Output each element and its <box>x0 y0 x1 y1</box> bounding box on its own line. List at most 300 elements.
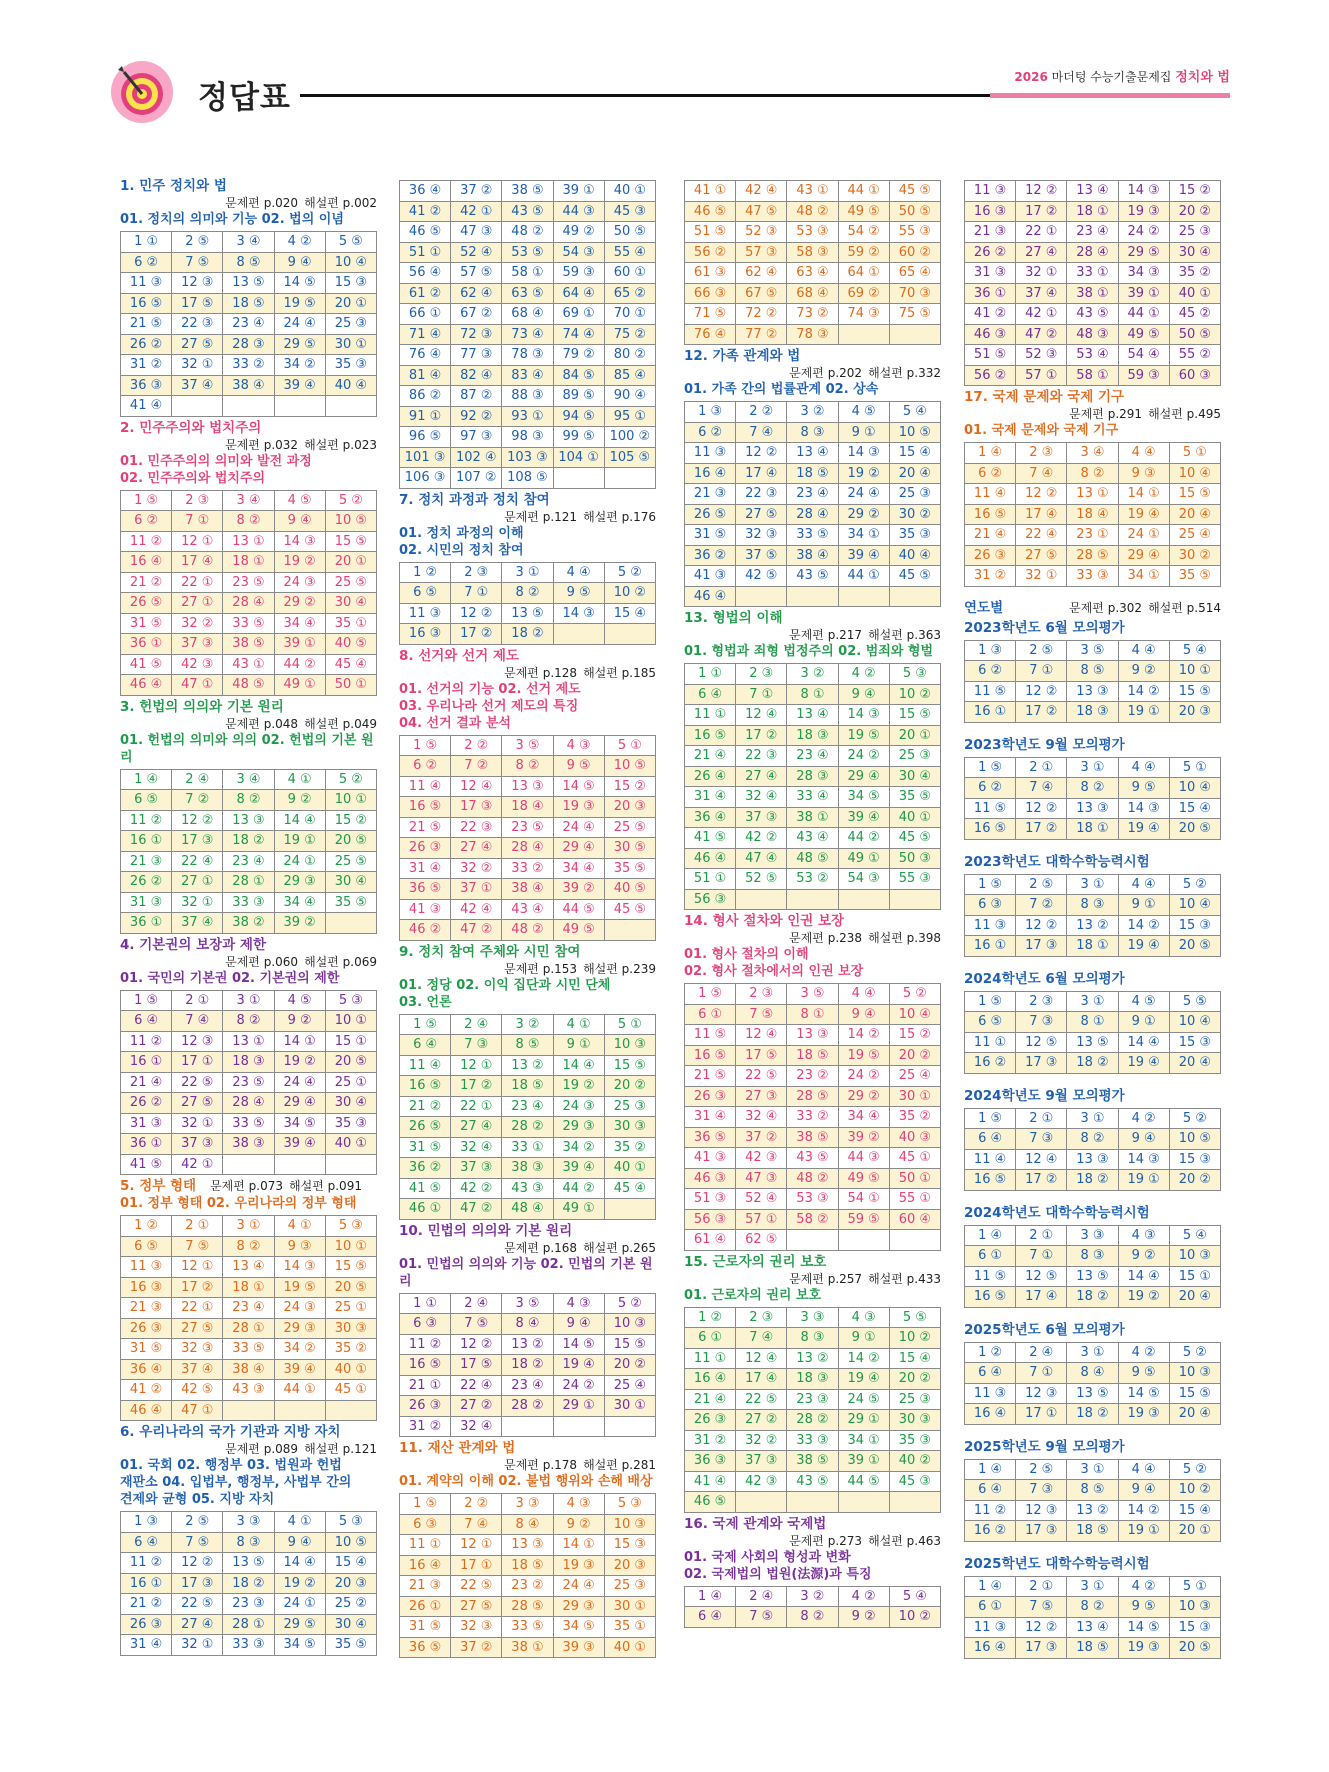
answer-cell: 16 ③ <box>121 1277 172 1298</box>
answer-table <box>964 991 1221 1074</box>
subsection-title: 01. 정부 형태 02. 우리나라의 정부 형태 <box>120 1196 357 1211</box>
section-title: 17. 국제 문제와 국제 기구 <box>964 389 1125 405</box>
answer-cell: 81 ④ <box>400 365 451 386</box>
answer-cell: 1 ② <box>685 1307 736 1328</box>
answer-cell: 9 ⑤ <box>553 756 604 777</box>
answer-cell: 25 ⑤ <box>325 572 376 593</box>
answer-cell: 25 ③ <box>889 484 940 505</box>
answer-cell: 41 ④ <box>685 1471 736 1492</box>
answer-row <box>121 232 377 253</box>
answer-cell: 23 ④ <box>223 851 274 872</box>
answer-cell: 19 ① <box>1118 1170 1169 1191</box>
answer-cell: 38 ⑤ <box>223 634 274 655</box>
answer-row <box>400 1617 656 1638</box>
answer-cell: 8 ② <box>1067 1597 1118 1618</box>
answer-row <box>965 463 1221 484</box>
answer-cell: 67 ⑤ <box>736 283 787 304</box>
answer-cell: 15 ② <box>604 776 655 797</box>
answer-cell: 2 ④ <box>451 1293 502 1314</box>
answer-cell: 19 ④ <box>1118 936 1169 957</box>
subsection-title: 01. 선거의 기능 02. 선거 제도 <box>399 681 581 697</box>
answer-cell: 13 ③ <box>1067 798 1118 819</box>
answer-cell: 6 ① <box>965 1246 1016 1267</box>
answer-cell: 8 ② <box>223 511 274 532</box>
answer-cell: 4 ③ <box>1118 1225 1169 1246</box>
answer-cell: 5 ① <box>604 1014 655 1035</box>
answer-cell: 106 ③ <box>400 468 451 489</box>
answer-cell: 24 ② <box>553 1375 604 1396</box>
answer-cell: 19 ⑤ <box>274 1277 325 1298</box>
answer-cell: 6 ④ <box>121 1011 172 1032</box>
answer-cell: 7 ④ <box>1016 778 1067 799</box>
answer-cell: 38 ① <box>787 807 838 828</box>
answer-cell: 26 ③ <box>685 1086 736 1107</box>
answer-cell: 32 ① <box>172 1635 223 1656</box>
subsection-title: 견제와 균형 05. 지방 자치 <box>120 1492 275 1507</box>
answer-row <box>121 1257 377 1278</box>
answer-cell: 5 ④ <box>889 402 940 423</box>
answer-cell: 33 ⑤ <box>787 525 838 546</box>
answer-cell: 30 ② <box>1169 545 1220 566</box>
answer-cell: 16 ⑤ <box>965 1170 1016 1191</box>
answer-cell <box>838 586 889 607</box>
answer-row <box>400 1137 656 1158</box>
answer-cell <box>604 920 655 941</box>
answer-cell: 27 ⑤ <box>172 1093 223 1114</box>
subsection-title: 01. 정치의 의미와 기능 02. 법의 이념 <box>120 212 344 227</box>
answer-cell: 44 ② <box>274 654 325 675</box>
answer-row <box>121 1594 377 1615</box>
answer-cell: 3 ① <box>1067 757 1118 778</box>
answer-row <box>965 504 1221 525</box>
answer-cell: 31 ③ <box>121 892 172 913</box>
answer-cell: 41 ③ <box>685 1148 736 1169</box>
answer-cell: 30 ④ <box>325 593 376 614</box>
answer-cell: 10 ① <box>325 1236 376 1257</box>
answer-row <box>400 468 656 489</box>
answer-cell: 45 ④ <box>604 1178 655 1199</box>
answer-cell: 40 ④ <box>325 375 376 396</box>
section-title <box>120 1177 377 1195</box>
answer-cell: 63 ④ <box>787 263 838 284</box>
answer-row <box>400 1035 656 1056</box>
answer-cell: 27 ④ <box>1016 242 1067 263</box>
answer-row <box>685 1004 941 1025</box>
answer-cell: 41 ② <box>965 304 1016 325</box>
page-reference-item: 문제편 p.302 <box>1069 600 1143 615</box>
answer-cell: 6 ② <box>121 252 172 273</box>
answer-cell: 10 ⑤ <box>325 1532 376 1553</box>
answer-cell: 50 ③ <box>889 848 940 869</box>
answer-cell: 54 ④ <box>1118 345 1169 366</box>
answer-row <box>121 913 377 934</box>
answer-cell: 43 ⑤ <box>502 201 553 222</box>
answer-cell: 22 ① <box>172 572 223 593</box>
answer-cell: 43 ④ <box>502 899 553 920</box>
answer-cell: 77 ② <box>736 324 787 345</box>
answer-row <box>965 1246 1221 1267</box>
answer-cell: 56 ③ <box>685 1209 736 1230</box>
answer-cell: 12 ⑤ <box>1016 1266 1067 1287</box>
answer-cell: 3 ① <box>1067 1576 1118 1597</box>
answer-cell: 29 ① <box>553 1396 604 1417</box>
answer-cell: 16 ② <box>965 1521 1016 1542</box>
answer-row <box>400 735 656 756</box>
answer-cell: 8 ① <box>787 684 838 705</box>
answer-cell: 41 ① <box>685 181 736 202</box>
answer-cell: 20 ③ <box>604 797 655 818</box>
answer-cell: 28 ② <box>502 1396 553 1417</box>
answer-cell: 4 ② <box>838 664 889 685</box>
answer-cell: 104 ① <box>553 447 604 468</box>
answer-cell: 17 ② <box>172 1277 223 1298</box>
answer-row <box>965 1617 1221 1638</box>
answer-cell: 50 ⑤ <box>889 201 940 222</box>
answer-cell: 8 ⑤ <box>1067 661 1118 682</box>
answer-cell: 45 ② <box>1169 304 1220 325</box>
answer-row <box>685 725 941 746</box>
answer-cell: 55 ② <box>1169 345 1220 366</box>
section-title: 14. 형사 절차와 인권 보장 <box>684 913 845 929</box>
answer-cell: 88 ③ <box>502 386 553 407</box>
answer-cell: 17 ③ <box>1016 1053 1067 1074</box>
answer-cell: 20 ⑤ <box>325 1052 376 1073</box>
page-reference-item: 해설편 p.176 <box>583 509 656 524</box>
answer-cell: 12 ② <box>1016 915 1067 936</box>
answer-cell: 39 ④ <box>838 807 889 828</box>
answer-cell: 13 ① <box>1067 484 1118 505</box>
answer-cell: 9 ④ <box>274 511 325 532</box>
page-title: 정답표 <box>198 80 291 116</box>
answer-cell: 9 ④ <box>1118 1129 1169 1150</box>
answer-cell: 6 ④ <box>400 1035 451 1056</box>
answer-cell: 39 ① <box>1118 283 1169 304</box>
answer-cell: 26 ③ <box>121 1614 172 1635</box>
answer-cell: 5 ③ <box>325 1512 376 1533</box>
answer-row <box>685 1127 941 1148</box>
answer-cell: 25 ④ <box>604 1375 655 1396</box>
answer-cell: 14 ④ <box>1118 1266 1169 1287</box>
answer-cell: 72 ③ <box>451 324 502 345</box>
answer-cell: 4 ① <box>274 769 325 790</box>
answer-cell: 16 ① <box>121 831 172 852</box>
answer-cell: 66 ① <box>400 304 451 325</box>
answer-cell: 31 ② <box>965 566 1016 587</box>
answer-cell: 11 ⑤ <box>965 1266 1016 1287</box>
answer-cell: 5 ② <box>1169 1459 1220 1480</box>
answer-cell: 2 ③ <box>1016 443 1067 464</box>
answer-cell: 13 ④ <box>1067 181 1118 202</box>
answer-cell: 22 ① <box>451 1096 502 1117</box>
answer-cell: 14 ③ <box>274 1257 325 1278</box>
answer-row <box>685 324 941 345</box>
answer-cell: 55 ③ <box>889 222 940 243</box>
answer-cell: 4 ⑤ <box>274 990 325 1011</box>
answer-cell: 80 ② <box>604 345 655 366</box>
page-reference-item: 문제편 p.168 <box>504 1240 578 1255</box>
answer-cell: 19 ③ <box>1118 1638 1169 1659</box>
answer-cell: 1 ⑤ <box>121 990 172 1011</box>
subsection-title: 01. 헌법의 의미와 의의 02. 헌법의 기본 원리 <box>120 732 374 765</box>
answer-cell: 28 ④ <box>1067 242 1118 263</box>
answer-cell: 12 ④ <box>736 705 787 726</box>
answer-cell: 43 ⑤ <box>787 566 838 587</box>
answer-cell: 18 ③ <box>787 725 838 746</box>
answer-cell: 12 ③ <box>1016 1383 1067 1404</box>
answer-row <box>121 1532 377 1553</box>
answer-cell: 14 ⑤ <box>1118 1383 1169 1404</box>
answer-cell: 12 ② <box>451 1334 502 1355</box>
answer-cell: 20 ④ <box>1169 504 1220 525</box>
page-reference <box>684 1271 941 1287</box>
section-title: 2. 민주주의와 법치주의 <box>120 419 262 436</box>
answer-cell: 23 ④ <box>502 1375 553 1396</box>
answer-cell: 79 ② <box>553 345 604 366</box>
answer-row <box>121 1553 377 1574</box>
answer-cell: 61 ② <box>400 283 451 304</box>
answer-cell: 15 ⑤ <box>889 705 940 726</box>
answer-cell: 90 ④ <box>604 386 655 407</box>
answer-cell: 10 ③ <box>604 1035 655 1056</box>
answer-row <box>965 936 1221 957</box>
answer-cell: 4 ③ <box>838 1307 889 1328</box>
answer-row <box>121 552 377 573</box>
answer-row <box>965 1459 1221 1480</box>
answer-row <box>400 201 656 222</box>
answer-cell: 7 ② <box>451 756 502 777</box>
answer-cell: 15 ③ <box>1169 1149 1220 1170</box>
answer-cell: 45 ① <box>889 1148 940 1169</box>
answer-row <box>400 899 656 920</box>
answer-cell: 36 ④ <box>400 181 451 202</box>
answer-row <box>685 181 941 202</box>
answer-cell: 23 ④ <box>223 314 274 335</box>
answer-cell: 53 ② <box>787 869 838 890</box>
answer-row <box>685 422 941 443</box>
book-series: 마더텅 수능기출문제집 <box>1051 70 1172 84</box>
answer-cell: 2 ⑤ <box>172 232 223 253</box>
answer-cell: 49 ① <box>838 848 889 869</box>
answer-cell: 35 ① <box>604 1617 655 1638</box>
answer-cell: 12 ⑤ <box>1016 1032 1067 1053</box>
answer-row <box>685 443 941 464</box>
answer-cell: 31 ④ <box>685 1107 736 1128</box>
answer-cell: 9 ④ <box>838 684 889 705</box>
answer-cell: 28 ④ <box>787 504 838 525</box>
answer-cell: 28 ③ <box>787 766 838 787</box>
book-subject: 정치와 법 <box>1175 70 1230 85</box>
answer-cell: 36 ② <box>685 545 736 566</box>
answer-cell: 9 ① <box>1118 1012 1169 1033</box>
answer-row <box>121 1052 377 1073</box>
answer-cell: 48 ⑤ <box>787 848 838 869</box>
answer-cell: 2 ⑤ <box>172 1512 223 1533</box>
page-reference-item: 해설편 p.514 <box>1148 600 1221 615</box>
answer-cell: 3 ⑤ <box>502 1293 553 1314</box>
answer-cell: 16 ⑤ <box>965 1287 1016 1308</box>
answer-cell: 13 ③ <box>502 1535 553 1556</box>
answer-cell: 20 ⑤ <box>325 1277 376 1298</box>
answer-cell: 31 ⑤ <box>121 613 172 634</box>
answer-cell: 18 ② <box>1067 1404 1118 1425</box>
answer-cell <box>223 1154 274 1175</box>
answer-cell: 23 ⑤ <box>223 1072 274 1093</box>
answer-row <box>965 304 1221 325</box>
answer-cell: 89 ⑤ <box>553 386 604 407</box>
answer-cell: 1 ⑤ <box>400 1014 451 1035</box>
answer-cell: 30 ④ <box>889 766 940 787</box>
answer-cell: 21 ④ <box>685 746 736 767</box>
answer-cell: 45 ⑤ <box>604 899 655 920</box>
answer-cell: 8 ③ <box>1067 895 1118 916</box>
answer-cell: 22 ③ <box>172 314 223 335</box>
answer-cell: 19 ④ <box>553 1355 604 1376</box>
answer-cell: 1 ④ <box>121 769 172 790</box>
answer-cell: 16 ⑤ <box>121 293 172 314</box>
answer-cell: 53 ③ <box>787 222 838 243</box>
answer-cell: 20 ② <box>889 1045 940 1066</box>
answer-row <box>965 222 1221 243</box>
target-icon <box>110 60 174 124</box>
answer-row <box>965 1500 1221 1521</box>
answer-cell: 19 ② <box>553 1076 604 1097</box>
answer-cell: 7 ④ <box>172 1011 223 1032</box>
answer-cell: 7 ① <box>172 511 223 532</box>
answer-row <box>685 889 941 910</box>
answer-cell: 42 ④ <box>736 181 787 202</box>
section-title: 15. 근로자의 권리 보호 <box>684 1253 827 1270</box>
answer-cell: 16 ① <box>121 1573 172 1594</box>
answer-cell <box>325 1400 376 1421</box>
answer-row <box>965 1383 1221 1404</box>
answer-cell: 78 ③ <box>787 324 838 345</box>
answer-cell: 37 ④ <box>172 375 223 396</box>
answer-cell: 23 ④ <box>502 1096 553 1117</box>
answer-cell: 32 ③ <box>451 1617 502 1638</box>
answer-cell: 12 ② <box>1016 1617 1067 1638</box>
answer-cell: 14 ③ <box>838 705 889 726</box>
answer-cell: 10 ④ <box>325 252 376 273</box>
answer-cell: 30 ④ <box>1169 242 1220 263</box>
answer-cell: 26 ③ <box>400 1396 451 1417</box>
answer-cell: 8 ② <box>223 1236 274 1257</box>
answer-cell: 13 ⑤ <box>1067 1383 1118 1404</box>
answer-cell: 60 ② <box>889 242 940 263</box>
answer-cell: 51 ⑤ <box>965 345 1016 366</box>
answer-cell: 58 ② <box>787 1209 838 1230</box>
answer-cell: 7 ① <box>736 684 787 705</box>
answer-cell: 5 ⑤ <box>325 232 376 253</box>
answer-cell: 7 ① <box>451 583 502 604</box>
answer-row <box>965 545 1221 566</box>
answer-cell: 11 ② <box>965 1500 1016 1521</box>
answer-cell: 102 ④ <box>451 447 502 468</box>
answer-cell: 93 ① <box>502 406 553 427</box>
answer-cell: 2 ③ <box>172 490 223 511</box>
subsection-title: 02. 국제법의 법원(法源)과 특징 <box>684 1566 872 1582</box>
answer-table <box>120 1215 377 1421</box>
answer-row <box>965 324 1221 345</box>
answer-table <box>964 1342 1221 1425</box>
answer-row <box>965 1108 1221 1129</box>
answer-row <box>685 263 941 284</box>
answer-cell: 30 ③ <box>889 1410 940 1431</box>
answer-cell: 18 ③ <box>223 1052 274 1073</box>
answer-table <box>964 757 1221 840</box>
answer-table <box>399 1014 656 1220</box>
answer-cell: 40 ④ <box>889 545 940 566</box>
answer-row <box>400 386 656 407</box>
answer-cell: 53 ④ <box>1067 345 1118 366</box>
answer-cell: 13 ③ <box>1067 1149 1118 1170</box>
answer-cell: 61 ③ <box>685 263 736 284</box>
answer-row <box>965 1149 1221 1170</box>
answer-cell: 12 ① <box>451 1055 502 1076</box>
answer-cell: 31 ③ <box>965 263 1016 284</box>
answer-cell: 21 ② <box>400 1096 451 1117</box>
answer-cell: 29 ③ <box>553 1117 604 1138</box>
answer-cell: 14 ③ <box>274 531 325 552</box>
answer-cell: 6 ④ <box>965 1480 1016 1501</box>
answer-cell: 99 ⑤ <box>553 427 604 448</box>
answer-cell: 16 ① <box>965 936 1016 957</box>
answer-row <box>121 810 377 831</box>
answer-cell: 28 ① <box>223 1318 274 1339</box>
answer-cell: 24 ① <box>274 1594 325 1615</box>
section-title-text: 5. 정부 형태 <box>120 1178 197 1194</box>
answer-cell: 27 ④ <box>451 838 502 859</box>
answer-cell: 3 ④ <box>223 769 274 790</box>
answer-cell: 51 ③ <box>685 1189 736 1210</box>
answer-cell: 26 ③ <box>685 1410 736 1431</box>
answer-row <box>685 1492 941 1513</box>
answer-cell: 33 ③ <box>787 1430 838 1451</box>
answer-row <box>965 443 1221 464</box>
answer-row <box>685 1348 941 1369</box>
answer-cell: 39 ② <box>553 879 604 900</box>
answer-cell: 16 ④ <box>685 1369 736 1390</box>
subsection-title: 01. 국회 02. 행정부 03. 법원과 헌법 <box>120 1458 342 1473</box>
answer-cell: 34 ⑤ <box>838 787 889 808</box>
answer-cell: 24 ① <box>1118 525 1169 546</box>
answer-cell: 9 ⑤ <box>1118 778 1169 799</box>
answer-cell: 13 ② <box>787 1348 838 1369</box>
answer-cell: 56 ③ <box>685 889 736 910</box>
answer-cell: 28 ① <box>223 872 274 893</box>
answer-cell: 40 ① <box>604 1637 655 1658</box>
answer-cell: 20 ⑤ <box>1169 819 1220 840</box>
answer-cell: 24 ④ <box>838 484 889 505</box>
answer-cell: 6 ③ <box>400 1314 451 1335</box>
answer-cell: 16 ⑤ <box>685 725 736 746</box>
answer-row <box>965 365 1221 386</box>
answer-cell: 28 ⑤ <box>787 1086 838 1107</box>
answer-cell: 26 ③ <box>400 838 451 859</box>
answer-cell: 36 ③ <box>121 375 172 396</box>
answer-cell: 30 ① <box>604 1396 655 1417</box>
answer-cell: 19 ⑤ <box>838 725 889 746</box>
answer-row <box>685 1410 941 1431</box>
answer-cell: 1 ① <box>400 1293 451 1314</box>
answer-cell: 52 ③ <box>736 222 787 243</box>
answer-row <box>685 566 941 587</box>
answer-cell: 16 ③ <box>400 624 451 645</box>
answer-cell: 22 ⑤ <box>736 1389 787 1410</box>
answer-cell: 23 ④ <box>787 746 838 767</box>
answer-cell: 32 ② <box>451 858 502 879</box>
answer-cell: 17 ⑤ <box>172 293 223 314</box>
answer-row <box>400 562 656 583</box>
